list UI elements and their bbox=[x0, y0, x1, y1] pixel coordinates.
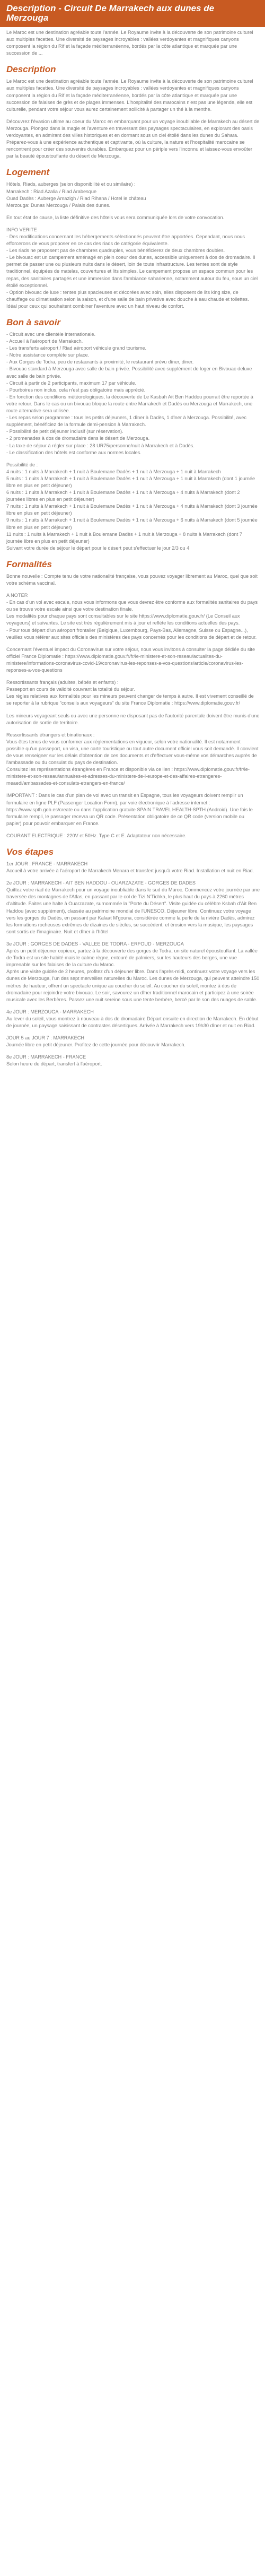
day-title: 2e JOUR : MARRAKECH - AIT BEN HADDOU - OUARZAZATE - GORGES DE DADES bbox=[6, 880, 196, 886]
steps-title: Vos étapes bbox=[6, 847, 54, 857]
day-item bbox=[6, 941, 260, 1003]
content bbox=[0, 27, 265, 1078]
day-item bbox=[6, 1009, 260, 1029]
section-paragraph: Le Maroc est une destination agréable toute l'année. Le Royaume invite à la découverte de son patrimoine culturel aux multiples facettes. Une diversité de paysages incroyables : vallées verdoyantes et magnifiques canyons composent la région du Rif et la façade méditerranéenne, bordés par la côte atlantique et marquée par une succession de falaises de grès et de plages immenses. L'hospitalité des marocains n'est pas une légende, elle est culturelle, pendant votre séjour vous aurez certainement sollicité à partager un thé à la menthe. bbox=[6, 79, 253, 112]
section-paragraph: Hôtels, Riads, auberges (selon disponibilité et ou similaire) : Marrakech : Riad Azalia / Riad Arabesque Ouad Dadès : Auberge Amazigh / Riad Rihana / Hotel le château Merzouga: Dunas Merzouga / Palais des dunes. bbox=[6, 181, 146, 208]
day-item bbox=[6, 1054, 260, 1068]
section-paragraph: Ressortissants français (adultes, bébés et enfants) : Passeport en cours de validité couvrant la totalité du séjour. Les règles relatives aux formalités pour les mineurs peuvent changer de temps à autre. Il est vivement conseillé de se reporter à la rubrique "conseils aux voyageurs" du site France Diplomatie : https://www.diplomatie.gouv.fr/ bbox=[6, 680, 254, 706]
day-body: Au lever du soleil, vous montrez à nouveau à dos de dromadaire Départ ensuite en direction de Marrakech. En début de journée, un paysage saisissant de contrastes désertiques. Arrivée à Marrakech vers 19h30 dîner et nuit en Riad. bbox=[6, 1016, 259, 1028]
section-paragraph: Les mineurs voyageant seuls ou avec une personne ne disposant pas de l'autorité parentale doivent être munis d'une autorisation de sortie de territoire. bbox=[6, 713, 260, 725]
section-paragraph: Possibilité de : 4 nuits : 1 nuits à Marrakech + 1 nuit à Boulemane Dadès + 1 nuit à Merzouga + 1 nuit à Marrakech 5 nuits : 1 nuits à Marrakech + 1 nuit à Boulemane Dadès + 1 nuit à Merzouga + 1 nuit à Marrakech (dont 1 journée libre en plus en petit déjeuner) 6 nuits : 1 nuits à Marrakech + 1 nuit à Boulemane Dadès + 1 nuit à Merzouga + 4 nuits à Marrakech (dont 2 journées libres en plus en petit déjeuner) 7 nuits : 1 nuits à Marrakech + 1 nuit à Boulemane Dadès + 1 nuit à Merzouga + 4 nuits à Marrakech (dont 3 journée libre en plus en petit déjeuner) 9 nuits : 1 nuits à Marrakech + 1 nuit à Boulemane Dadès + 1 nuit à Merzouga + 6 nuits à Marrakech (dont 5 journée libre en plus en petit déjeuner) 11 nuits : 1 nuits à Marrakech + 1 nuit à Boulemane Dadès + 1 nuit à Merzouga + 8 nuits à Marrakech (dont 7 journée libre en plus en petit déjeuner) Suivant votre durée de séjour le départ pour le désert peut s'effectuer le jour 2/3 ou 4 bbox=[6, 462, 258, 551]
page bbox=[0, 0, 265, 1078]
section-title: Bon à savoir bbox=[6, 317, 61, 327]
steps-list bbox=[6, 861, 260, 1068]
section-paragraph: A NOTER - En cas d'un vol avec escale, nous vous informons que vous devrez être conforme aux formalités sanitaires du pays ou se trouve votre escale ainsi que votre destination finale. Les modalités pour chaque pays sont consultables sur le site https://www.diplomatie.gouv.fr/ (Le Conseil aux voyageurs) et suivantes. Le site est très régulièrement mis à jour et reflète les conditions actuelles des pays. - Pour tous départ d'un aéroport frontalier (Belgique, Luxembourg, Pays-Bas, Allemagne, Suisse ou Espagne...), veuillez vous référer aux sites officiels des ministères des pays concernés pour les conditions de départ et de retour. bbox=[6, 593, 258, 640]
section-paragraph: - Circuit avec une clientèle internationale. - Accueil à l'aéroport de Marrakech. - Les transferts aéroport / Riad aéroport véhicule grand tourisme. - Notre assistance complète sur place. - Aux Gorges de Todra, peu de restaurants à proximité, le restaurant prévu dîner, diner. - Bivouac standard à Merzouga avec salle de bain privée. Possibilité avec supplément de loger en Bivouac deluxe avec salle de bain privée. - Circuit à partir de 2 participants, maximum 17 par véhicule. - Pourboires non inclus, cela n'est pas obligatoire mais apprécié. - En fonction des conditions météorologiques, la découverte de Le Kasbah Ait Ben Haddou pourrait être reportée à votre retour. Dans le cas ou un bivouac bloque la route entre Marrakech et Dadès ou Merzouga et Marrakech, une route alternative sera utilisée. - Les repas selon programme : tous les petits déjeuners, 1 dîner à Dadès, 1 dîner à Merzouga. Possibilité, avec supplément, bénéficiez de la formule demi-pension à Marrakech. - Possibilité de petit déjeuner inclusif (sur réservation). - 2 promenades à dos de dromadaire dans le désert de Merzouga. - La taxe de séjour à régler sur place : 28 UR75/personne/nuit à Marrakech et à Dadès. - Le classification des hôtels est conforme aux normes locales. bbox=[6, 332, 253, 455]
day-body: Accueil à votre arrivée à l'aéroport de Marrakech Menara et transfert jusqu'à votre Riad. Installation et nuit en Riad. bbox=[6, 868, 254, 874]
day-title: 8e JOUR : MARRAKECH - FRANCE bbox=[6, 1054, 86, 1060]
day-body: Selon heure de départ, transfert à l'aéroport. bbox=[6, 1061, 102, 1067]
section-paragraph: Ressortissants étrangers et binationaux : Vous êtes tenus de vous conformer aux réglementations en vigueur, selon votre nationalité. Il est notamment possible qu'un passeport, un visa, une carte touristique ou tout autre document officiel vous soit demandé. Il convient de vous renseigner sur les délais d'obtention de ces documents et d'effectuer vous-même vos démarches auprès de l'ambassade ou du consulat du pays de destination. Consultez les représentations étrangères en France et disponible via ce lien : https://www.diplomatie.gouv.fr/fr/le-ministere-et-son-reseau/annuaires-et-adresses-du-ministere-de-l-europe-et-des-affaires-etrangeres-meaedi/ambassades-et-consulats-etrangers-en-france/ bbox=[6, 732, 259, 786]
day-body: Quittez votre riad de Marrakech pour un voyage inoubliable dans le sud du Maroc. Commencez votre journée par une traversée des montagnes de l'Atlas, en passant par le col de Tizi N'Tichka, le plus haut du pays à 2260 mètres d'altitude. Faites une halte à Ouarzazate, surnommée la "Porte du Désert". Visite guidée du célèbre Ksbah d'Ait Ben Haddou (avec supplément), classée au patrimoine mondial de l'UNESCO. Déjeuner libre. Continuez votre voyage vers les gorges du Dadès, en passant par Kalaat M'gouna, considérée comme la perle de la rivière Dadès, admirez les formations rocheuses extrêmes de dizaines de siècles, se succèdent, et érosion vers la musique, les paysages sont sortis de l'imaginaire. Nuit et dîner à l'hôtel bbox=[6, 887, 260, 934]
section-paragraph: Concernant l'éventuel impact du Coronavirus sur votre séjour, nous vous invitons à consulter la page dédiée du site officiel France Diplomatie : https://www.diplomatie.gouv.fr/fr/le-ministere-et-son-reseau/actualites-du-ministere/informations-coronavirus-covid-19/coronavirus-les-reponses-a-vos-questions/article/coronavirus-les-reponses-a-vos-questions bbox=[6, 646, 255, 673]
day-item bbox=[6, 1035, 260, 1048]
day-body: Après un petit déjeuner copieux, partez à la découverte des gorges de Todra, un site naturel époustouflant. La vallée de Todra est un site habité mais le calme règne, entouré de palmiers, sur les hauteurs des berges, une vue imprenable sur les falaises de la culture du Maroc. Après une visite guidée de 2 heures, profitez d'un déjeuner libre. Dans l'après-midi, continuez votre voyage vers les dunes de Merzouga, l'un des sept merveilles naturelles du Maroc. Les dunes de Merzouga, qui peuvent atteindre 150 mètres de hauteur, offrent un spectacle unique au coucher du soleil. Au coucher du soleil, montez à dos de dromadaire pour rejoindre votre bivouac. Le soir, savourez un dîner traditionnel marocain et participez à une soirée musicale avec les Berbères. Passez une nuit sereine sous une tente berbère, bercé par le son des nuages de sable. bbox=[6, 948, 260, 1002]
section-paragraph: IMPORTANT : Dans le cas d'un plan de vol avec un transit en Espagne, tous les voyageurs doivent remplir un formulaire en ligne PLF (Passenger Location Form), par voie électronique à l'adresse internet : https://www.spth.gob.es/create ou dans l'application gratuite SPAIN TRAVEL HEALTH-SPTH (Android). Une fois le formulaire rempli, le passager recevra un QR code. Présentation obligatoire de ce QR code (version mobile ou papier) pour pouvoir embarquer en France. bbox=[6, 793, 253, 826]
section-title: Description bbox=[6, 64, 56, 75]
section-paragraph: Bonne nouvelle : Compte tenu de votre nationalité française, vous pouvez voyager librement au Maroc, quel que soit votre schéma vaccinal. bbox=[6, 573, 258, 586]
page-title: Description - Circuit De Marrakech aux dunes de Merzouga bbox=[0, 0, 265, 27]
section-paragraph: INFO VERITE - Des modifications concernant les hébergements sélectionnés peuvent être apportées. Cependant, nous nous efforcerons de vous proposer en ce cas des riads de catégorie équivalente. - Les riads ne proposent pas de chambres quadruples, vous bénéficierez de deux chambres doubles. - Le bivouac est un campement aménagé en plein coeur des dunes, accessible uniquement à dos de dromadaire. Il permet de passer une ou plusieurs nuits dans le désert, loin de toute infrastructure. Les tentes sont de style traditionnel, équipées de matelas, couvertures et lits simples. Le campement propose un espace commun pour les repas, des sanitaires partagés et une immersion dans l'ambiance saharienne, notamment autour du feu, sous un ciel étoilé exceptionnel. - Option bivouac de luxe : tentes plus spacieuses et décorées avec soin, elles disposent de lits king size, de chauffage ou climatisation selon la saison, et d'une salle de bain privative avec douche à eau chaude et toilettes. Idéal pour ceux qui souhaitent combiner l'aventure avec un haut niveau de confort. bbox=[6, 227, 258, 309]
day-item bbox=[6, 861, 260, 874]
day-title: 3e JOUR : GORGES DE DADES - VALLEE DE TODRA - ERFOUD - MERZOUGA bbox=[6, 941, 184, 947]
sections bbox=[6, 64, 260, 839]
day-title: JOUR 5 au JOUR 7 : MARRAKECH bbox=[6, 1035, 85, 1041]
section-title: Formalités bbox=[6, 559, 52, 569]
section-paragraph: Découvrez l'évasion ultime au coeur du Maroc en embarquant pour un voyage inoubliable de Marrakech au désert de Merzouga. Plongez dans la magie et l'aventure en traversant des paysages spectaculaires, en explorant des oasis verdoyantes, en admirant des villes historiques et en dormant sous un ciel étoilé dans les dunes du Sahara. Préparez-vous à une expérience authentique et captivante, où la culture, la nature et l'hospitalité marocaine se rencontrent pour créer des souvenirs durables. Embarquez pour un périple vers l'inconnu et laissez-vous envoûter par la beauté époustouflante du désert de Merzouga. bbox=[6, 118, 260, 159]
section-paragraph: En tout état de cause, la liste définitive des hôtels vous sera communiquée lors de votre convocation. bbox=[6, 214, 225, 220]
section-paragraph: COURANT ELECTRIQUE : 220V et 50Hz. Type C et E. Adaptateur non nécessaire. bbox=[6, 832, 187, 838]
day-item bbox=[6, 880, 260, 935]
day-title: 4e JOUR : MERZOUGA - MARRAKECH bbox=[6, 1009, 94, 1014]
day-title: 1er JOUR : FRANCE - MARRAKECH bbox=[6, 861, 88, 866]
intro-text: Le Maroc est une destination agréable toute l'année. Le Royaume invite à la découverte de son patrimoine culturel aux multiples facettes. Une diversité de paysages incroyables : vallées verdoyantes et magnifiques canyons composent la région du Rif et la façade méditerranéenne, bordés par la côte atlantique et marquée par une succession de ... bbox=[6, 30, 253, 56]
section-title: Logement bbox=[6, 167, 50, 178]
day-body: Journée libre en petit déjeuner. Profitez de cette journée pour découvrir Marrakech. bbox=[6, 1042, 186, 1048]
